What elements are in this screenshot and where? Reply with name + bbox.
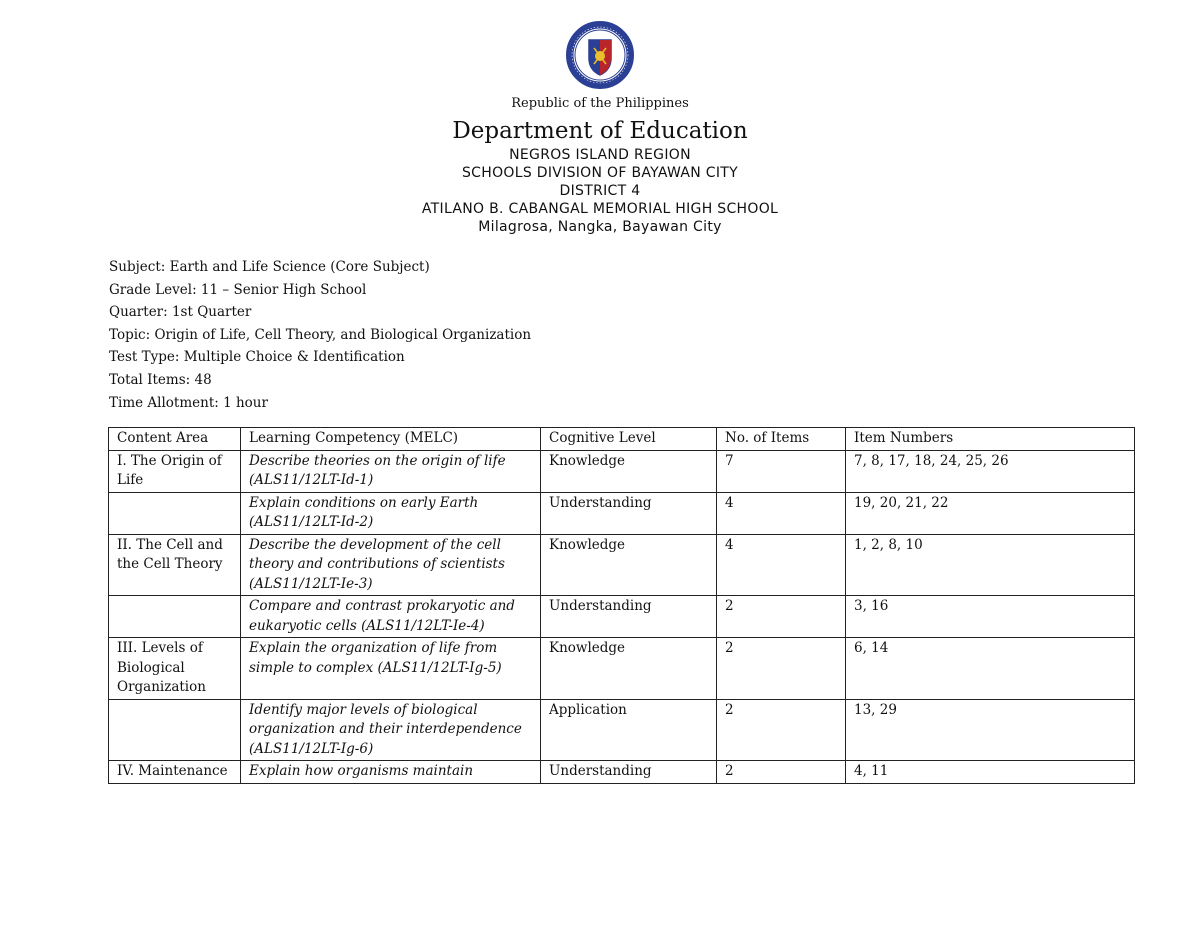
test-info-block xyxy=(109,256,531,414)
cognitive-level-cell: Understanding xyxy=(541,596,717,638)
content-area-cell xyxy=(109,699,241,761)
cognitive-level-cell: Knowledge xyxy=(541,534,717,596)
item-numbers-cell: 7, 8, 17, 18, 24, 25, 26 xyxy=(846,450,1135,492)
item-numbers-cell: 6, 14 xyxy=(846,638,1135,700)
table-row xyxy=(109,492,1135,534)
content-area-cell: II. The Cell and the Cell Theory xyxy=(109,534,241,596)
items-count-cell: 2 xyxy=(717,596,846,638)
test-type-line: Test Type: Multiple Choice & Identification xyxy=(109,349,405,366)
topic-line: Topic: Origin of Life, Cell Theory, and Biological Organization xyxy=(109,326,532,343)
items-count-cell: 2 xyxy=(717,699,846,761)
item-numbers-cell: 3, 16 xyxy=(846,596,1135,638)
items-count-cell: 4 xyxy=(717,492,846,534)
table-of-specifications xyxy=(108,427,1135,784)
table-row xyxy=(109,699,1135,761)
table-row xyxy=(109,761,1135,784)
content-area-cell: I. The Origin of Life xyxy=(109,450,241,492)
address-line: Milagrosa, Nangka, Bayawan City xyxy=(478,219,722,235)
table-header-row xyxy=(109,428,1135,451)
deped-seal-logo xyxy=(565,20,635,90)
content-area-cell xyxy=(109,492,241,534)
content-area-cell xyxy=(109,596,241,638)
cognitive-level-cell: Understanding xyxy=(541,492,717,534)
item-numbers-cell: 19, 20, 21, 22 xyxy=(846,492,1135,534)
table-row xyxy=(109,596,1135,638)
item-numbers-cell: 4, 11 xyxy=(846,761,1135,784)
melc-cell: Explain conditions on early Earth (ALS11/12LT-Id-2) xyxy=(241,492,541,534)
school-line: ATILANO B. CABANGAL MEMORIAL HIGH SCHOOL xyxy=(421,201,779,217)
time-allotment-line: Time Allotment: 1 hour xyxy=(109,394,268,411)
content-area-cell: III. Levels of Biological Organization xyxy=(109,638,241,700)
header-no-of-items: No. of Items xyxy=(717,428,846,451)
header-content-area: Content Area xyxy=(109,428,241,451)
header-item-numbers: Item Numbers xyxy=(846,428,1135,451)
item-numbers-cell: 1, 2, 8, 10 xyxy=(846,534,1135,596)
grade-line: Grade Level: 11 – Senior High School xyxy=(109,281,367,298)
cognitive-level-cell: Application xyxy=(541,699,717,761)
letterhead xyxy=(0,92,1200,236)
cognitive-level-cell: Understanding xyxy=(541,761,717,784)
total-items-line: Total Items: 48 xyxy=(109,371,212,388)
department-title: Department of Education xyxy=(452,118,748,144)
item-numbers-cell: 13, 29 xyxy=(846,699,1135,761)
division-line: SCHOOLS DIVISION OF BAYAWAN CITY xyxy=(461,165,739,181)
items-count-cell: 2 xyxy=(717,638,846,700)
table-row xyxy=(109,450,1135,492)
melc-cell: Explain the organization of life from simple to complex (ALS11/12LT-Ig-5) xyxy=(241,638,541,700)
table-row xyxy=(109,534,1135,596)
melc-cell: Describe theories on the origin of life (ALS11/12LT-Id-1) xyxy=(241,450,541,492)
header-cognitive-level: Cognitive Level xyxy=(541,428,717,451)
melc-cell: Describe the development of the cell theory and contributions of scientists (ALS11/12LT-Ie-3) xyxy=(241,534,541,596)
melc-cell: Identify major levels of biological organization and their interdependence (ALS11/12LT-Ig-6) xyxy=(241,699,541,761)
items-count-cell: 2 xyxy=(717,761,846,784)
content-area-cell: IV. Maintenance xyxy=(109,761,241,784)
header-learning-competency: Learning Competency (MELC) xyxy=(241,428,541,451)
items-count-cell: 4 xyxy=(717,534,846,596)
region-line: NEGROS ISLAND REGION xyxy=(509,147,691,163)
republic-line: Republic of the Philippines xyxy=(511,96,689,111)
cognitive-level-cell: Knowledge xyxy=(541,450,717,492)
subject-line: Subject: Earth and Life Science (Core Subject) xyxy=(109,259,430,275)
melc-cell: Compare and contrast prokaryotic and eukaryotic cells (ALS11/12LT-Ie-4) xyxy=(241,596,541,638)
district-line: DISTRICT 4 xyxy=(559,183,641,199)
cognitive-level-cell: Knowledge xyxy=(541,638,717,700)
melc-cell: Explain how organisms maintain xyxy=(241,761,541,784)
quarter-line: Quarter: 1st Quarter xyxy=(109,304,252,321)
table-row xyxy=(109,638,1135,700)
items-count-cell: 7 xyxy=(717,450,846,492)
